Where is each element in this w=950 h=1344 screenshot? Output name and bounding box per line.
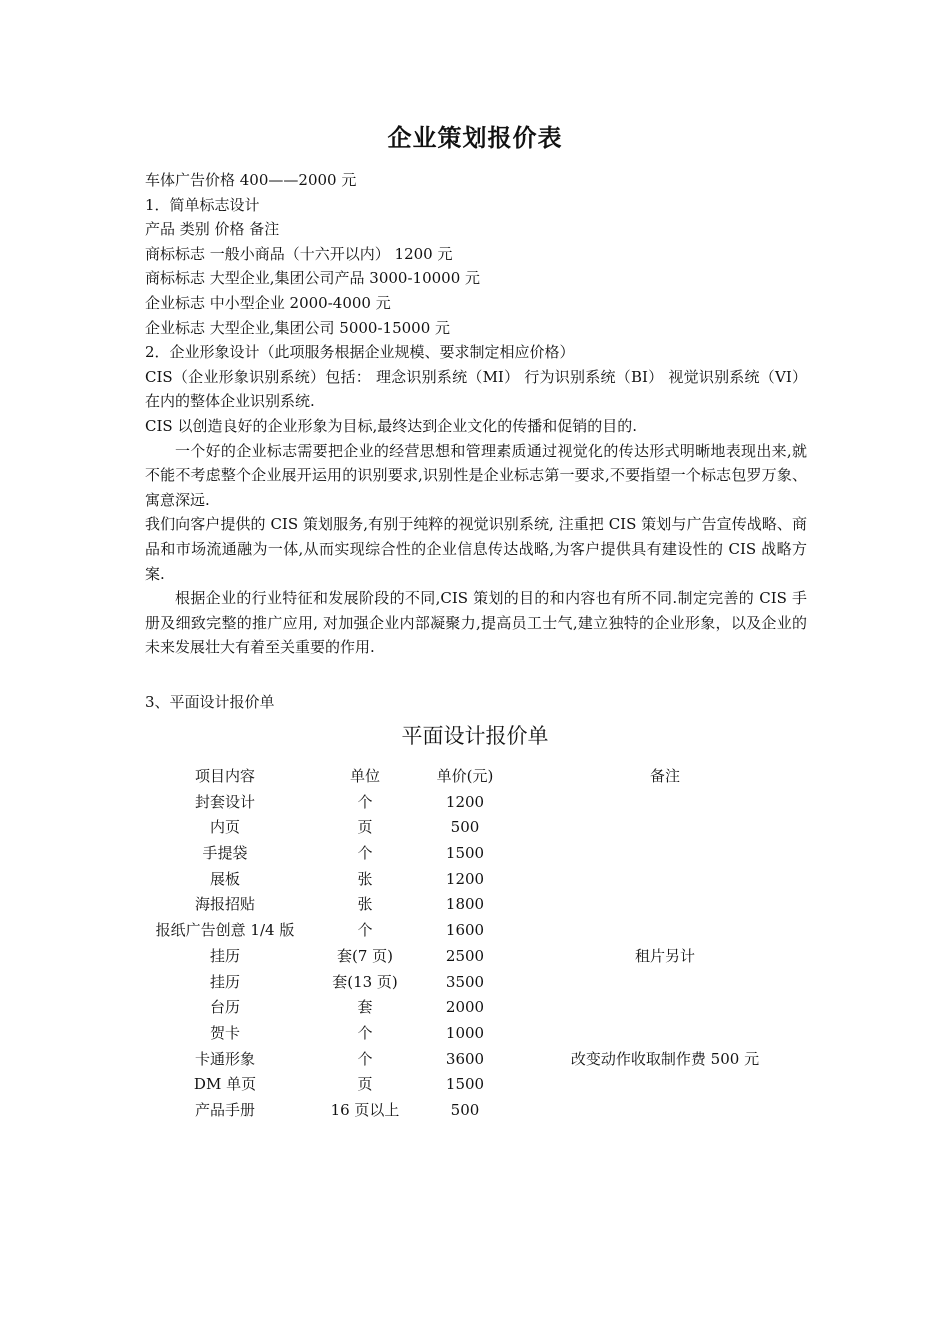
document-body [145,168,807,660]
header-price: 单价(元) [436,767,494,785]
table-header-row [145,764,807,790]
item-price: 2500 [445,946,485,965]
item-price: 1500 [445,844,485,863]
item-unit: 个 [357,921,373,940]
item-unit: 页 [357,1075,373,1094]
table-row [145,790,807,816]
header-unit: 单位 [349,767,380,785]
paragraph-cis-goal: CIS 以创造良好的企业形象为目标,最终达到企业文化的传播和促销的目的. [145,416,637,435]
item-price: 1200 [445,792,485,811]
item-price: 1600 [445,921,485,940]
item-note: 租片另计 [634,946,695,965]
item-name: 挂历 [209,946,240,965]
table-title: 平面设计报价单 [401,724,549,748]
section-1-heading: 1．简单标志设计 [145,195,260,214]
price-table [145,764,807,1124]
table-row [145,1047,807,1073]
item-name: 封套设计 [194,792,255,811]
item-name: 手提袋 [202,844,248,863]
paragraph-cis-importance: 根据企业的行业特征和发展阶段的不同,CIS 策划的目的和内容也有所不同.制定完善的 CIS 手册及细致完整的推广应用, 对加强企业内部凝聚力,提高员工士气,建立独特的企业形象，以及企业的未来发展壮大有着至关重要的作用. [145,589,807,657]
logo-price-line: 商标标志 大型企业,集团公司产品 3000-10000 元 [145,269,481,288]
item-unit: 个 [357,792,373,811]
table-row [145,995,807,1021]
item-note: 改变动作收取制作费 500 元 [570,1049,760,1068]
table-row [145,944,807,970]
item-price: 500 [450,1100,480,1119]
table-row [145,892,807,918]
item-unit: 张 [357,869,373,888]
item-unit: 页 [357,818,373,837]
table-row [145,841,807,867]
item-unit: 套(7 页) [336,946,394,965]
logo-price-line: 商标标志 一般小商品（十六开以内） 1200 元 [145,244,453,263]
logo-price-line: 企业标志 大型企业,集团公司 5000-15000 元 [145,318,451,337]
table-row [145,867,807,893]
item-unit: 张 [357,895,373,914]
item-price: 1500 [445,1075,485,1094]
item-unit: 套(13 页) [332,972,398,991]
paragraph-logo-requirements: 一个好的企业标志需要把企业的经营思想和管理素质通过视觉化的传达形式明晰地表现出来,就不能不考虑整个企业展开运用的识别要求,识别性是企业标志第一要求,不要指望一个标志包罗万象、寓意深远. [145,441,807,509]
item-name: 卡通形象 [194,1049,255,1068]
table-row [145,815,807,841]
table-row [145,918,807,944]
item-unit: 个 [357,1049,373,1068]
item-price: 500 [450,818,480,837]
item-price: 1800 [445,895,485,914]
paragraph-cis-definition: CIS（企业形象识别系统）包括： 理念识别系统（MI） 行为识别系统（BI） 视觉识别系统（VI） 在内的整体企业识别系统. [145,367,807,411]
page-title: 企业策划报价表 [387,124,563,152]
item-name: 展板 [209,869,240,888]
item-name: 海报招贴 [194,895,255,914]
item-unit: 个 [357,844,373,863]
item-unit: 个 [357,1023,373,1042]
item-unit: 16 页以上 [330,1100,400,1119]
item-price: 1000 [445,1023,485,1042]
item-price: 3500 [445,972,485,991]
item-price: 2000 [445,998,485,1017]
item-unit: 套 [357,998,373,1017]
table-row [145,1072,807,1098]
item-name: 台历 [209,998,240,1017]
header-item: 项目内容 [194,767,255,785]
table-row [145,970,807,996]
table-row [145,1021,807,1047]
paragraph-cis-service: 我们向客户提供的 CIS 策划服务,有别于纯粹的视觉识别系统, 注重把 CIS 策划与广告宣传战略、商品和市场流通融为一体,从而实现综合性的企业信息传达战略,为客户提供具有建设性的 CIS 战略方案. [145,515,807,583]
section-3-heading: 3、平面设计报价单 [145,693,275,711]
item-name: 挂历 [209,972,240,991]
logo-table-header: 产品 类别 价格 备注 [145,220,280,239]
table-row [145,1098,807,1124]
item-name: 产品手册 [194,1100,255,1119]
header-note: 备注 [649,767,680,785]
item-price: 1200 [445,869,485,888]
item-name: 贺卡 [209,1023,240,1042]
section-2-heading: 2．企业形象设计（此项服务根据企业规模、要求制定相应价格） [145,343,575,362]
item-price: 3600 [445,1049,485,1068]
item-name: 内页 [209,818,240,837]
item-name: DM 单页 [193,1075,257,1094]
paragraph-vehicle-ad-price: 车体广告价格 400——2000 元 [145,171,357,189]
logo-price-line: 企业标志 中小型企业 2000-4000 元 [145,293,391,312]
item-name: 报纸广告创意 1/4 版 [155,921,295,940]
